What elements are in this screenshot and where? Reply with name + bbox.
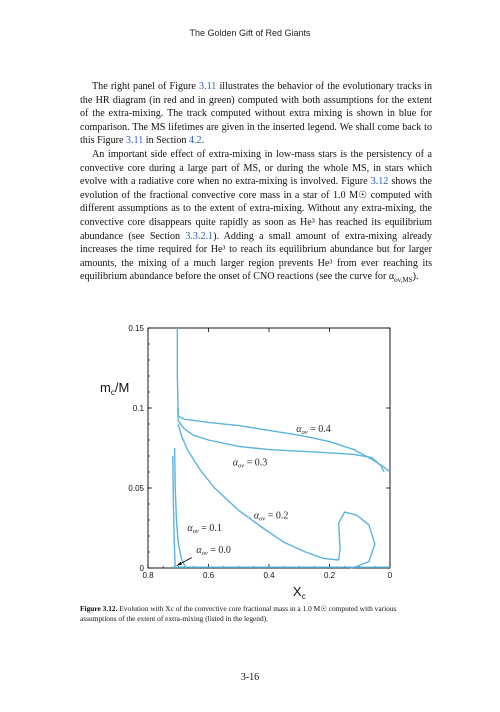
x-tick-label: 0.8 — [142, 571, 154, 580]
x-tick-label: 0.6 — [202, 571, 215, 580]
text-run: ). Adding a small amount of extra-mixing already increases the time required for He³ to reach its equilibrium abundance but for larger amounts, the mixing of a much larger region prevents He³ from ever reaching its equilibrium abundance before the onset of CNO reactions (see the curve for α — [80, 230, 432, 283]
text-run: illustrates the behavior of the evolutionary tracks in the HR diagram (in red and in green) computed with both assumptions for the extent of the extra-mixing. The track computed without extra mixing is shown in blue for comparison. The MS lifetimes are given in the inserted legend. We shall come back to this Figure — [80, 81, 432, 147]
series-line-3 — [175, 448, 186, 568]
curve-label-4: $\alpha_{ov} = 0.0$ — [196, 544, 231, 557]
y-tick-label: 0.05 — [128, 484, 144, 493]
paragraph-2 — [80, 148, 432, 288]
y-tick-label: 0 — [139, 564, 144, 573]
paragraph-1 — [80, 80, 432, 148]
caption-text: Evolution with Xc of the convective core fractional mass in a 1.0 M☉ computed with various assumptions of the extent of extra-mixing (listed in the legend). — [80, 604, 397, 623]
alpha-subscript: ov,MS — [394, 276, 413, 285]
running-head: The Golden Gift of Red Giants — [189, 28, 311, 38]
x-axis-label: $X_c$ — [292, 584, 306, 601]
x-tick-label: 0.4 — [263, 571, 275, 580]
figure-caption — [80, 604, 432, 624]
arrow-head-icon — [177, 562, 182, 566]
body-text — [80, 80, 432, 288]
curve-label-2: $\alpha_{ov} = 0.2$ — [253, 510, 289, 523]
figure-3-12-link[interactable]: 3.12 — [370, 176, 389, 188]
page-number: 3-16 — [240, 672, 260, 683]
curve-label-1: $\alpha_{ov} = 0.3$ — [232, 457, 268, 470]
figure-3-12 — [90, 320, 400, 610]
text-run: shows the evolution of the fractional convective core mass in a star of 1.0 M☉ computed with different assumptions as to the extent of extra-mixing. Without any extra-mixing, the convective core disappears quite rapidly as soon as He³ has reached its equilibrium abundance (see Section — [80, 176, 432, 242]
text-run: The right panel of Figure — [92, 81, 200, 92]
section-4-2-link[interactable]: 4.2 — [188, 135, 202, 147]
caption-label: Figure 3.12. — [80, 604, 118, 613]
curve-label-3: $\alpha_{ov} = 0.1$ — [187, 523, 222, 536]
y-axis-label: $m_c/M$ — [100, 380, 130, 397]
y-tick-label: 0.1 — [132, 404, 144, 413]
text-run: . — [201, 135, 205, 147]
figure-3-11-link[interactable]: 3.11 — [199, 81, 217, 92]
figure-3-11-link[interactable]: 3.11 — [125, 135, 144, 147]
x-tick-label: 0 — [387, 571, 393, 580]
curve-label-0: $\alpha_{ov} = 0.4$ — [296, 424, 331, 436]
text-run: An important side effect of extra-mixing in low-mass stars is the persistency of a convective core during a large part of MS, or during the whole MS, in stars which evolve with a radiative core when no extra-mixing is involved. Figure — [80, 148, 432, 188]
x-tick-label: 0.2 — [323, 571, 336, 580]
series-line-1 — [178, 408, 384, 472]
text-run: in Section — [143, 135, 189, 147]
convective-core-chart — [90, 320, 400, 610]
section-3-3-2-1-link[interactable]: 3.3.2.1 — [185, 230, 214, 242]
text-run: ). — [412, 271, 419, 283]
y-tick-label: 0.15 — [128, 324, 144, 333]
